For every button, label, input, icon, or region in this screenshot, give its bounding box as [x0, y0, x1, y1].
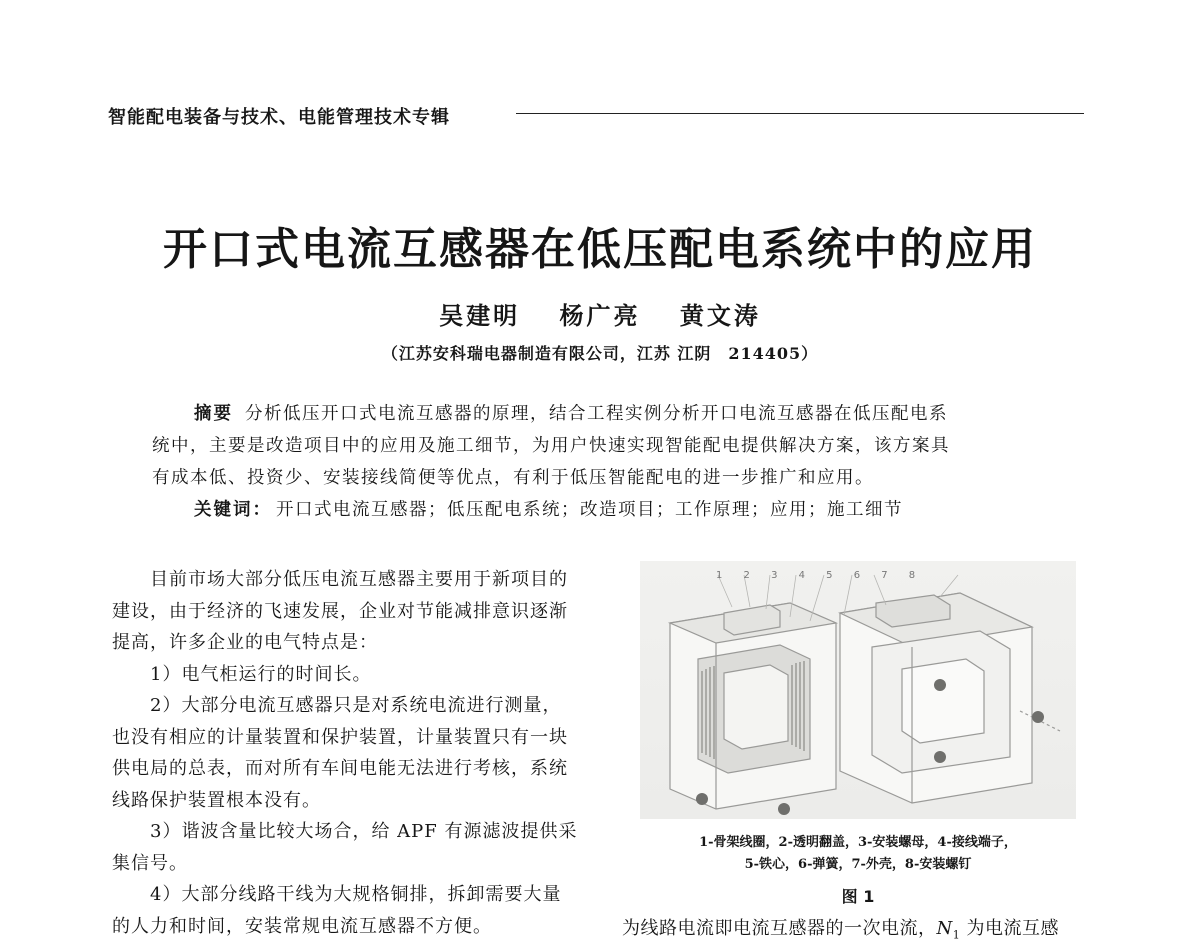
body-paragraph: 4）大部分线路干线为大规格铜排，拆卸需要大量的人力和时间，安装常规电流互感器不方便。	[112, 884, 562, 937]
paper-title: 开口式电流互感器在低压配电系统中的应用	[163, 224, 1037, 275]
abstract-text: 分析低压开口式电流互感器的原理，结合工程实例分析开口电流互感器在低压配电系	[245, 404, 948, 424]
keywords-line	[152, 494, 1048, 526]
transformer-exploded-drawing	[640, 561, 1076, 819]
author: 吴建明	[439, 301, 521, 330]
journal-section-label: 智能配电装备与技术、电能管理技术专辑	[108, 107, 450, 128]
author-list	[0, 296, 1200, 331]
figure-caption	[640, 832, 1076, 876]
body-paragraph: 3）谐波含量比较大场合，给 APF 有源滤波提供采集信号。	[112, 821, 578, 874]
figure-part-numbers: 1 2 3 4 5 6 7 8	[716, 570, 925, 581]
author: 杨广亮	[559, 301, 641, 330]
abstract-line: 统中，主要是改造项目中的应用及施工细节，为用户快速实现智能配电提供解决方案，该方案具	[152, 436, 950, 456]
keywords-text: 开口式电流互感器；低压配电系统；改造项目；工作原理；应用；施工细节	[276, 500, 903, 520]
header-rule	[516, 113, 1084, 114]
abstract-label: 摘要	[194, 404, 233, 424]
abstract-block	[152, 398, 1048, 526]
author: 黄文涛	[679, 301, 761, 330]
caption-line: 5-铁心，6-弹簧，7-外壳，8-安装螺钉	[744, 857, 972, 872]
abstract-line	[152, 398, 1048, 430]
body-paragraph: 目前市场大部分低压电流互感器主要用于新项目的建设，由于经济的飞速发展，企业对节能减排意识逐渐提高，许多企业的电气特点是：	[112, 569, 568, 653]
caption-line: 1-骨架线圈，2-透明翻盖，3-安装螺母，4-接线端子，	[699, 835, 1017, 850]
abstract-line: 有成本低、投资少、安装接线简便等优点，有利于低压智能配电的进一步推广和应用。	[152, 468, 874, 488]
body-paragraph: 2）大部分电流互感器只是对系统电流进行测量，也没有相应的计量装置和保护装置，计量装置只有一块供电局的总表，而对所有车间电能无法进行考核，系统线路保护装置根本没有。	[112, 695, 568, 811]
figure-label: 图 1	[841, 887, 875, 906]
body-left-column	[112, 564, 580, 942]
body-paragraph: 1）电气柜运行的时间长。	[150, 663, 372, 685]
right-text-before: 为线路电流即电流互感器的一次电流，	[622, 918, 937, 939]
right-text-after: 为电流互感	[960, 918, 1059, 939]
figure-current-transformer	[640, 561, 1076, 819]
keywords-label: 关键词：	[194, 500, 272, 520]
symbol-n: N	[936, 918, 953, 939]
body-right-column	[622, 914, 1092, 951]
symbol-subscript: 1	[952, 928, 961, 942]
affiliation: （江苏安科瑞电器制造有限公司，江苏 江阴 214405）	[381, 344, 819, 363]
